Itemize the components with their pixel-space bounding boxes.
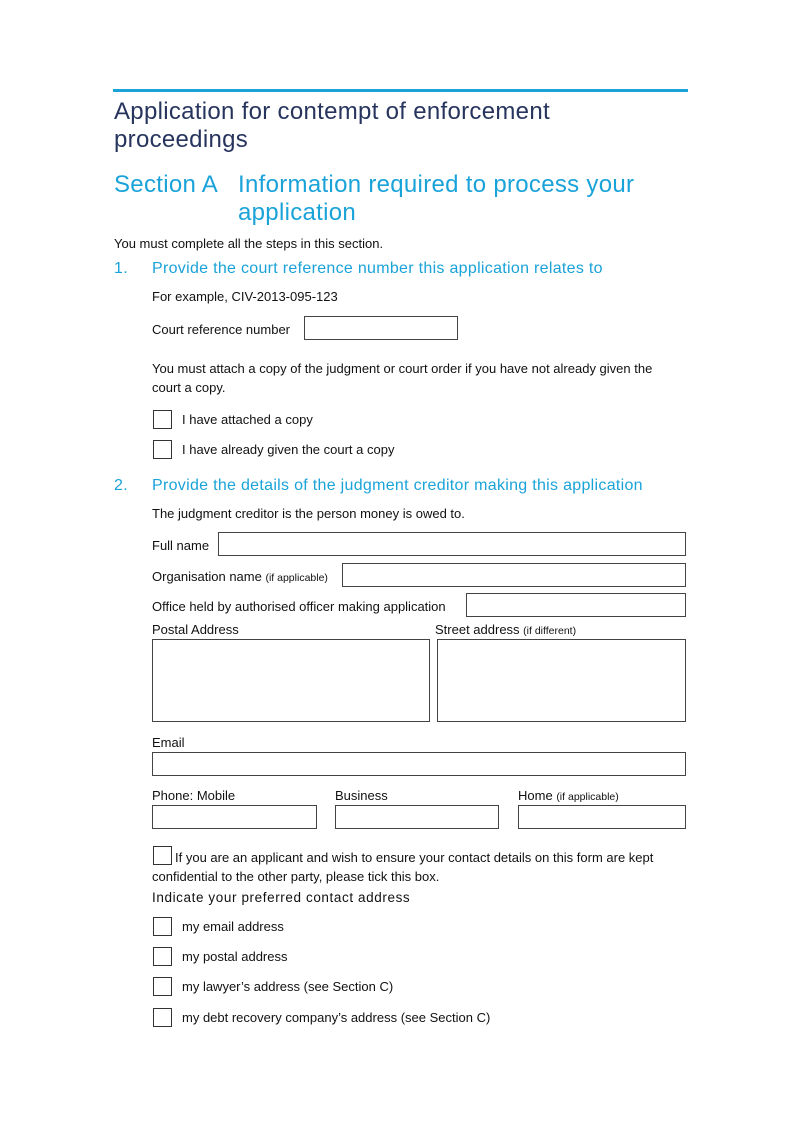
mobile-input[interactable] — [152, 805, 317, 829]
attached-copy-checkbox[interactable] — [153, 410, 172, 429]
header-rule — [113, 89, 688, 92]
street-address-label-text: Street address — [435, 622, 520, 637]
office-held-input[interactable] — [466, 593, 686, 617]
contact-lawyer-checkbox[interactable] — [153, 977, 172, 996]
court-ref-label: Court reference number — [152, 322, 291, 337]
section-intro: You must complete all the steps in this section. — [114, 236, 384, 251]
creditor-description: The judgment creditor is the person money is owed to. — [152, 506, 465, 521]
business-input[interactable] — [335, 805, 499, 829]
contact-postal-label: my postal address — [182, 949, 288, 964]
contact-debt-recovery-label: my debt recovery company’s address (see Section C) — [182, 1010, 491, 1025]
question-1-number: 1. — [114, 260, 128, 277]
given-copy-checkbox[interactable] — [153, 440, 172, 459]
given-copy-label: I have already given the court a copy — [182, 442, 395, 457]
preferred-contact-heading: Indicate your preferred contact address — [152, 890, 411, 905]
question-2-number: 2. — [114, 477, 128, 494]
home-label — [518, 786, 619, 807]
court-ref-example: For example, CIV-2013-095-123 — [152, 289, 338, 304]
court-ref-input[interactable] — [304, 316, 458, 340]
postal-address-input[interactable] — [152, 639, 430, 722]
organisation-input[interactable] — [342, 563, 686, 587]
contact-lawyer-label: my lawyer’s address (see Section C) — [182, 979, 394, 994]
email-label: Email — [152, 735, 185, 750]
organisation-label — [152, 567, 328, 588]
full-name-label: Full name — [152, 538, 210, 553]
section-label: Section A — [114, 171, 219, 198]
question-1-heading: Provide the court reference number this application relates to — [152, 260, 603, 277]
contact-debt-recovery-checkbox[interactable] — [153, 1008, 172, 1027]
organisation-note: (if applicable) — [265, 572, 328, 584]
home-label-text: Home — [518, 788, 553, 803]
attached-copy-label: I have attached a copy — [182, 412, 313, 427]
office-held-label: Office held by authorised officer making application — [152, 599, 446, 614]
email-input[interactable] — [152, 752, 686, 776]
postal-address-label: Postal Address — [152, 622, 239, 637]
home-note: (if applicable) — [556, 791, 619, 803]
attach-note: You must attach a copy of the judgment or court order if you have not already given the court a copy. — [152, 361, 653, 395]
document-title: Application for contempt of enforcement proceedings — [114, 98, 550, 153]
contact-postal-checkbox[interactable] — [153, 947, 172, 966]
confidential-text: If you are an applicant and wish to ensure your contact details on this form are kept confidential to the other party, please tick this box. — [152, 850, 654, 884]
street-address-note: (if different) — [523, 625, 577, 637]
street-address-input[interactable] — [437, 639, 686, 722]
section-title: Information required to process your application — [238, 171, 635, 226]
street-address-label — [435, 620, 576, 641]
mobile-label: Phone: Mobile — [152, 788, 236, 803]
question-2-heading: Provide the details of the judgment creditor making this application — [152, 477, 643, 494]
contact-email-label: my email address — [182, 919, 284, 934]
full-name-input[interactable] — [218, 532, 686, 556]
contact-email-checkbox[interactable] — [153, 917, 172, 936]
organisation-label-text: Organisation name — [152, 569, 262, 584]
home-input[interactable] — [518, 805, 686, 829]
business-label: Business — [335, 788, 388, 803]
